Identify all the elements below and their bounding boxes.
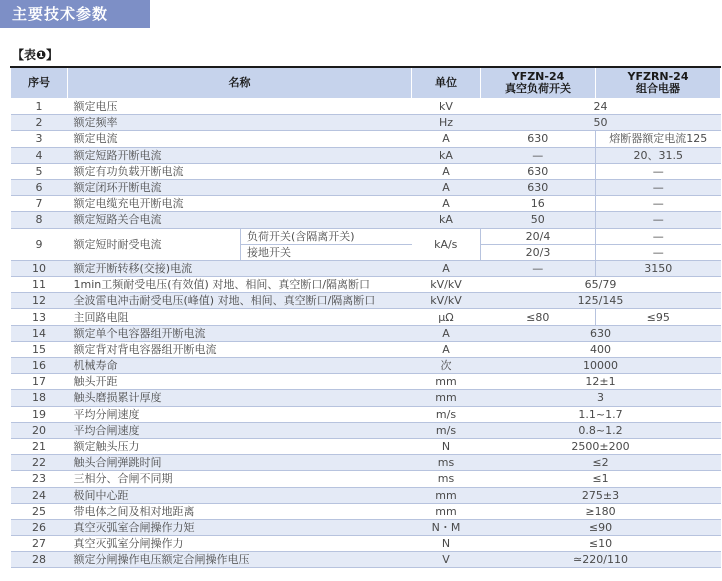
row-name: 带电体之间及相对地距离	[68, 503, 412, 519]
row-value-both: ≤1	[481, 471, 721, 487]
row-name: 额定闭环开断电流	[68, 179, 412, 195]
row-unit: mm	[412, 374, 481, 390]
row-value-both: ≥180	[481, 503, 721, 519]
table-row	[11, 552, 721, 568]
row-name: 主回路电阻	[68, 309, 412, 325]
row-unit: A	[412, 196, 481, 212]
row-index: 17	[11, 374, 68, 390]
row-index: 21	[11, 438, 68, 454]
row-value-a: 50	[481, 212, 596, 228]
table-row	[11, 147, 721, 163]
row-index: 24	[11, 487, 68, 503]
row-value-a: 16	[481, 196, 596, 212]
row-index: 15	[11, 341, 68, 357]
table-row	[11, 406, 721, 422]
row-value-both: 125/145	[481, 293, 721, 309]
row-name: 真空灭弧室合闸操作力矩	[68, 519, 412, 535]
row-index: 10	[11, 260, 68, 276]
header-col-a-desc: 真空负荷开关	[505, 82, 571, 95]
row-value-a: —	[481, 260, 596, 276]
table-row	[11, 487, 721, 503]
row-unit: kV/kV	[412, 293, 481, 309]
row-value-both: 10000	[481, 358, 721, 374]
row-name: 额定短时耐受电流	[68, 228, 241, 260]
row-index: 23	[11, 471, 68, 487]
table-row	[11, 341, 721, 357]
section-title: 主要技术参数	[0, 0, 150, 28]
row-name: 额定短路开断电流	[68, 147, 412, 163]
table-row	[11, 325, 721, 341]
row-value-b: —	[596, 179, 721, 195]
row-name: 额定触头压力	[68, 438, 412, 454]
row-value-b: —	[596, 228, 721, 244]
header-col-a	[481, 67, 596, 99]
row-value-a: 630	[481, 163, 596, 179]
row-name: 额定频率	[68, 115, 412, 131]
row-unit: mm	[412, 487, 481, 503]
row-name: 1min工频耐受电压(有效值) 对地、相间、真空断口/隔离断口	[68, 277, 412, 293]
row-name: 额定单个电容器组开断电流	[68, 325, 412, 341]
row-value-both: 0.8~1.2	[481, 422, 721, 438]
row-unit: A	[412, 260, 481, 276]
row-name: 额定电缆充电开断电流	[68, 196, 412, 212]
table-row	[11, 422, 721, 438]
table-row	[11, 260, 721, 276]
row-unit: kA/s	[412, 228, 481, 260]
row-unit: ms	[412, 455, 481, 471]
table-row	[11, 99, 721, 115]
row-name: 额定分闸操作电压额定合闸操作电压	[68, 552, 412, 568]
row-value-b: —	[596, 196, 721, 212]
row-value-both: 2500±200	[481, 438, 721, 454]
parameters-table-container	[10, 66, 720, 568]
row-unit: A	[412, 325, 481, 341]
table-row	[11, 293, 721, 309]
table-row	[11, 115, 721, 131]
row-index: 22	[11, 455, 68, 471]
row-index: 27	[11, 536, 68, 552]
row-index: 25	[11, 503, 68, 519]
row-value-both: 50	[481, 115, 721, 131]
row-name: 触头合闸弹跳时间	[68, 455, 412, 471]
row-value-a: ≤80	[481, 309, 596, 325]
table-row	[11, 438, 721, 454]
row-name: 极间中心距	[68, 487, 412, 503]
row-name: 机械寿命	[68, 358, 412, 374]
row-value-both: 630	[481, 325, 721, 341]
row-unit: kA	[412, 212, 481, 228]
row-value-b: 3150	[596, 260, 721, 276]
table-row	[11, 196, 721, 212]
row-name: 真空灭弧室分闸操作力	[68, 536, 412, 552]
row-unit: A	[412, 341, 481, 357]
row-unit: N	[412, 438, 481, 454]
row-unit: 次	[412, 358, 481, 374]
table-row	[11, 471, 721, 487]
row-unit: kV/kV	[412, 277, 481, 293]
table-row	[11, 536, 721, 552]
row-index: 3	[11, 131, 68, 147]
row-index: 1	[11, 99, 68, 115]
row-unit: mm	[412, 503, 481, 519]
row-index: 12	[11, 293, 68, 309]
row-name: 额定有功负载开断电流	[68, 163, 412, 179]
row-name: 额定开断转移(交接)电流	[68, 260, 412, 276]
row-index: 26	[11, 519, 68, 535]
row-index: 14	[11, 325, 68, 341]
table-header-row	[11, 67, 721, 99]
table-row	[11, 503, 721, 519]
row-name: 平均合闸速度	[68, 422, 412, 438]
row-name: 额定背对背电容器组开断电流	[68, 341, 412, 357]
header-col-b-desc: 组合电器	[636, 82, 680, 95]
table-label: 【表❶】	[12, 48, 59, 62]
row-index: 4	[11, 147, 68, 163]
row-value-both: 12±1	[481, 374, 721, 390]
row-unit: N	[412, 536, 481, 552]
row-index: 2	[11, 115, 68, 131]
row-unit: V	[412, 552, 481, 568]
row-index: 5	[11, 163, 68, 179]
row-value-both: ≤90	[481, 519, 721, 535]
table-row	[11, 519, 721, 535]
header-col-b-model: YFZRN-24	[627, 70, 689, 83]
row-value-a: 20/3	[481, 244, 596, 260]
row-index: 18	[11, 390, 68, 406]
row-value-both: 275±3	[481, 487, 721, 503]
row-value-a: 630	[481, 179, 596, 195]
row-index: 20	[11, 422, 68, 438]
row-unit: μΩ	[412, 309, 481, 325]
table-row	[11, 163, 721, 179]
row-name: 额定短路关合电流	[68, 212, 412, 228]
row-unit: m/s	[412, 422, 481, 438]
header-name: 名称	[68, 67, 412, 99]
table-row	[11, 228, 721, 244]
row-unit: kA	[412, 147, 481, 163]
table-row	[11, 277, 721, 293]
row-index: 11	[11, 277, 68, 293]
table-row	[11, 309, 721, 325]
row-index: 6	[11, 179, 68, 195]
row-value-both: 65/79	[481, 277, 721, 293]
row-value-a: —	[481, 147, 596, 163]
row-name: 三相分、合闸不同期	[68, 471, 412, 487]
header-col-a-model: YFZN-24	[511, 70, 565, 83]
row-name: 平均分闸速度	[68, 406, 412, 422]
table-row	[11, 131, 721, 147]
row-name: 触头开距	[68, 374, 412, 390]
row-value-both: 400	[481, 341, 721, 357]
table-row	[11, 390, 721, 406]
row-value-b: —	[596, 163, 721, 179]
row-value-both: 3	[481, 390, 721, 406]
row-value-b: ≤95	[596, 309, 721, 325]
header-index: 序号	[11, 67, 68, 99]
row-index: 7	[11, 196, 68, 212]
row-unit: N・M	[412, 519, 481, 535]
row-name: 全波雷电冲击耐受电压(峰值) 对地、相间、真空断口/隔离断口	[68, 293, 412, 309]
row-value-b: 熔断器额定电流125	[596, 131, 721, 147]
row-subname: 负荷开关(含隔离开关)	[241, 228, 412, 244]
parameters-table	[10, 66, 721, 568]
header-col-b	[596, 67, 721, 99]
row-index: 16	[11, 358, 68, 374]
row-value-a: 630	[481, 131, 596, 147]
row-value-both: ≃220/110	[481, 552, 721, 568]
row-unit: Hz	[412, 115, 481, 131]
table-row	[11, 455, 721, 471]
row-unit: A	[412, 131, 481, 147]
row-value-both: ≤2	[481, 455, 721, 471]
row-value-b: 20、31.5	[596, 147, 721, 163]
row-value-a: 20/4	[481, 228, 596, 244]
row-unit: kV	[412, 99, 481, 115]
row-name: 额定电压	[68, 99, 412, 115]
row-subname: 接地开关	[241, 244, 412, 260]
row-index: 19	[11, 406, 68, 422]
header-unit: 单位	[412, 67, 481, 99]
row-unit: ms	[412, 471, 481, 487]
row-index: 28	[11, 552, 68, 568]
table-row	[11, 374, 721, 390]
row-index: 13	[11, 309, 68, 325]
row-value-b: —	[596, 212, 721, 228]
row-unit: A	[412, 179, 481, 195]
row-value-both: 24	[481, 99, 721, 115]
table-row	[11, 358, 721, 374]
row-index: 8	[11, 212, 68, 228]
table-row	[11, 179, 721, 195]
table-row	[11, 212, 721, 228]
row-value-both: ≤10	[481, 536, 721, 552]
row-value-both: 1.1~1.7	[481, 406, 721, 422]
table-body	[11, 99, 721, 568]
row-name: 触头磨损累计厚度	[68, 390, 412, 406]
row-unit: A	[412, 163, 481, 179]
row-value-b: —	[596, 244, 721, 260]
row-unit: mm	[412, 390, 481, 406]
row-name: 额定电流	[68, 131, 412, 147]
row-unit: m/s	[412, 406, 481, 422]
row-index: 9	[11, 228, 68, 260]
